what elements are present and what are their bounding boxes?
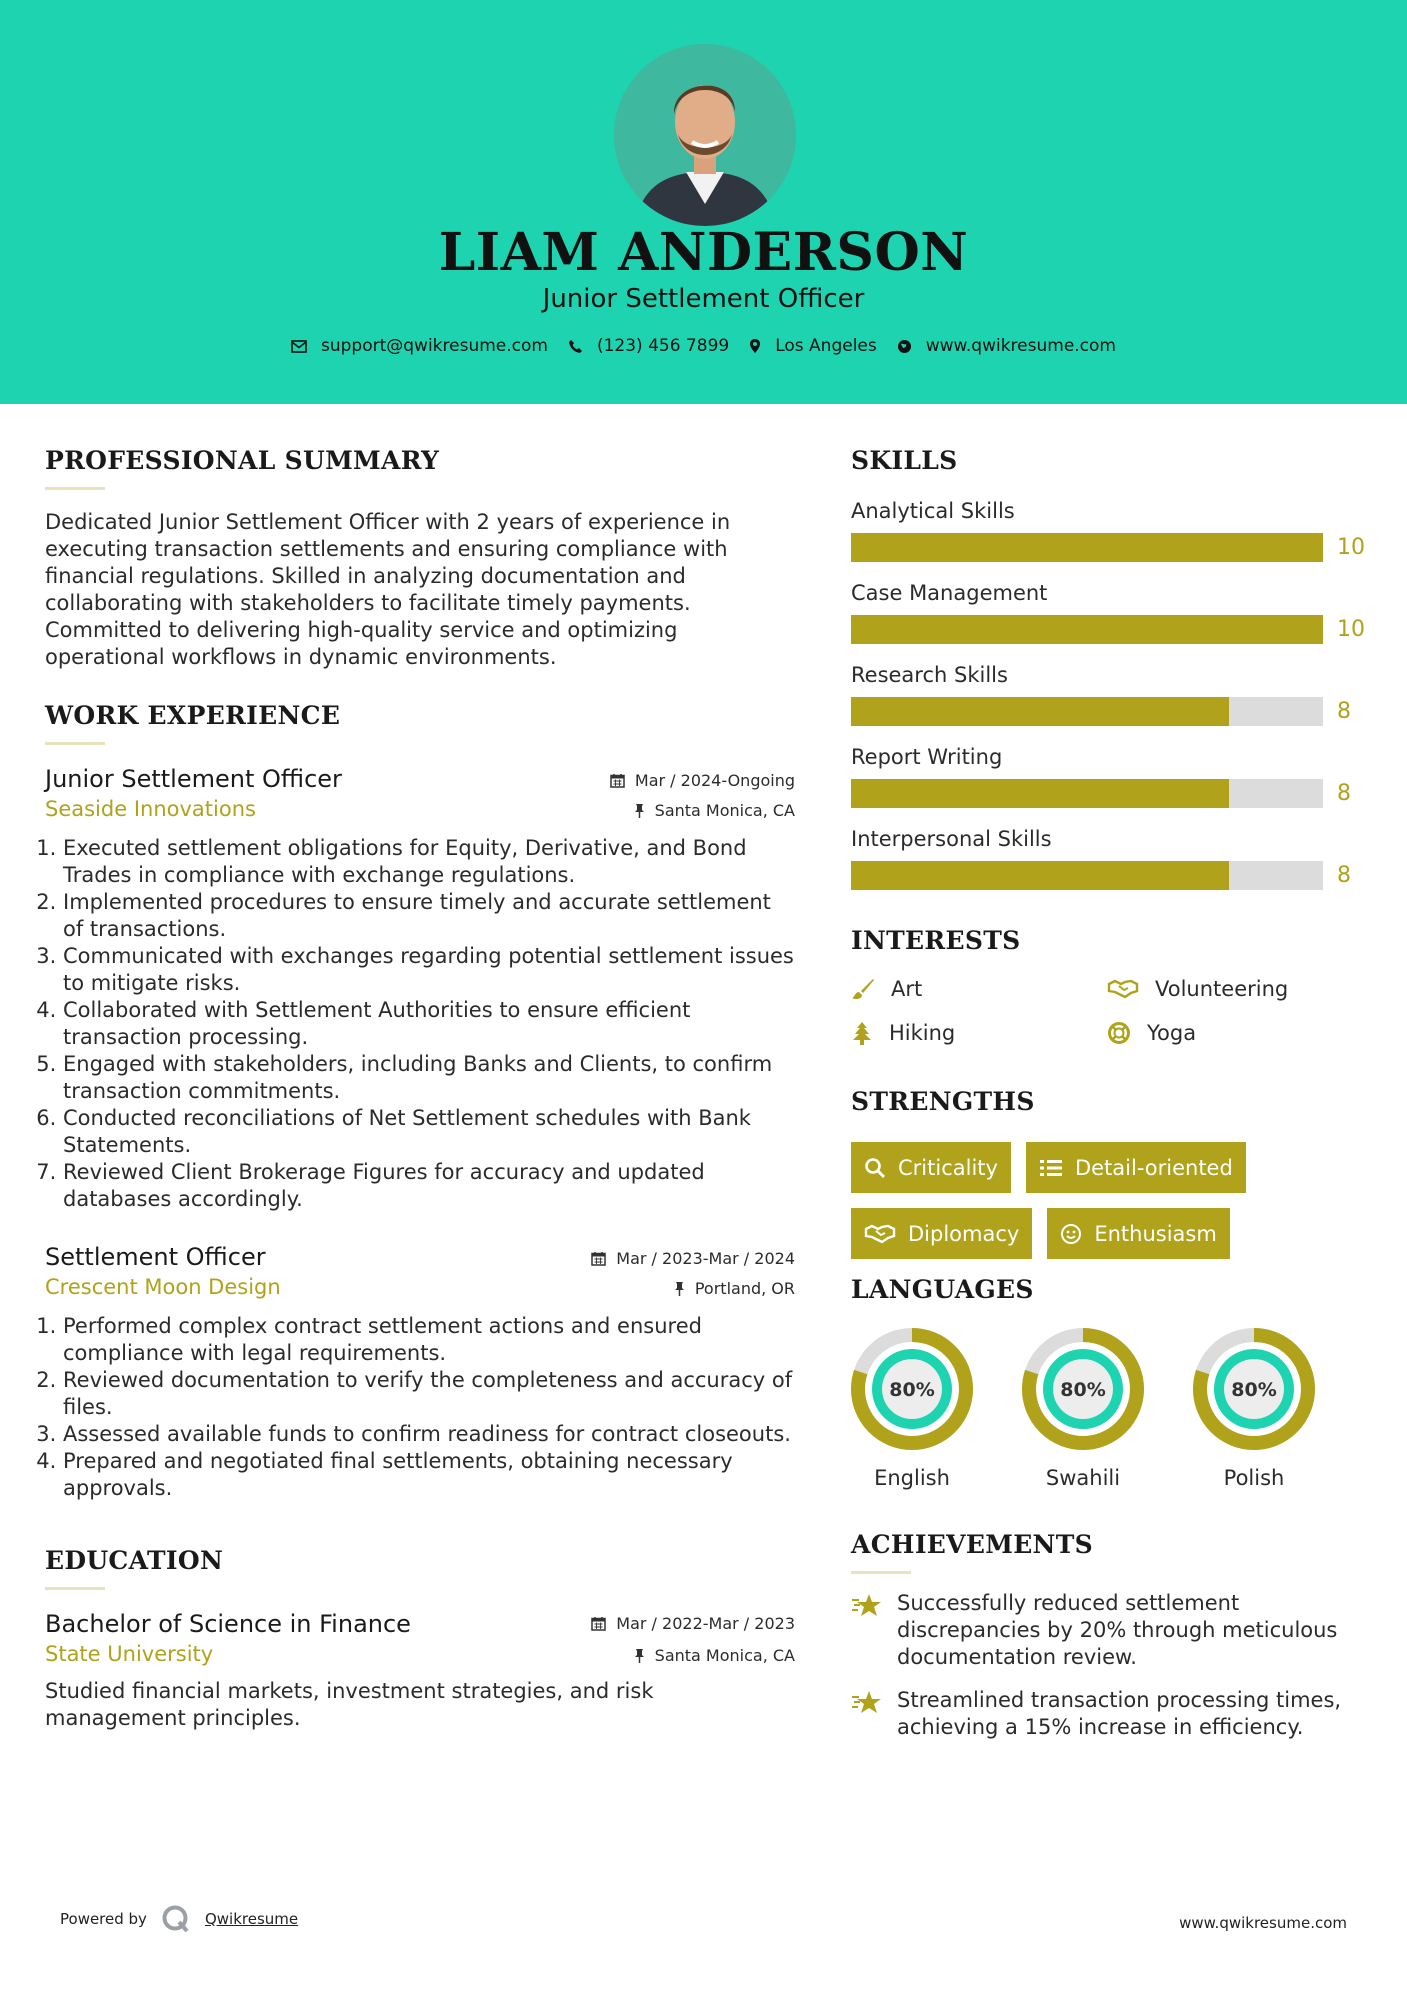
job-title: Settlement Officer (45, 1243, 266, 1271)
contact-bar (0, 336, 1407, 356)
list-item: 3. Assessed available funds to confirm readiness for contract closeouts. (63, 1421, 795, 1448)
interest-label: Hiking (889, 1021, 956, 1045)
list-item: 5. Engaged with stakeholders, including Banks and Clients, to confirm transaction commitments. (63, 1051, 795, 1105)
language-item (1022, 1328, 1144, 1490)
list-item: 6. Conducted reconciliations of Net Settlement schedules with Bank Statements. (63, 1105, 795, 1159)
language-item (851, 1328, 973, 1490)
strength-tag (1026, 1142, 1246, 1193)
school-name: State University (45, 1642, 214, 1666)
footer (0, 1890, 1407, 1940)
achievements-heading: ACHIEVEMENTS (851, 1530, 1093, 1559)
strengths-section (851, 1087, 1371, 1259)
strength-label: Detail-oriented (1074, 1155, 1233, 1180)
right-column (851, 446, 1371, 1741)
candidate-name: LIAM ANDERSON (438, 222, 969, 283)
skill-item (851, 745, 1371, 808)
strength-tag (1047, 1208, 1229, 1259)
achievement-text: Successfully reduced settlement discrepancies by 20% through meticulous documentation review. (897, 1591, 1338, 1669)
phone-text: (123) 456 7899 (596, 336, 730, 356)
contact-website[interactable] (897, 336, 1116, 356)
education-location: Santa Monica, CA (654, 1646, 795, 1665)
list-item: 7. Reviewed Client Brokerage Figures for accuracy and updated databases accordingly. (63, 1159, 795, 1213)
skill-name: Research Skills (851, 663, 1008, 687)
footer-url[interactable]: www.qwikresume.com (1179, 1914, 1347, 1932)
education-section (45, 1546, 795, 1732)
brand-link[interactable]: Qwikresume (204, 1910, 299, 1928)
smile-icon (1060, 1223, 1082, 1245)
interest-item (1107, 977, 1363, 1001)
calendar-icon (591, 1251, 606, 1266)
achievement-item (851, 1687, 1371, 1741)
company-name: Crescent Moon Design (45, 1275, 281, 1299)
list-item: 4. Collaborated with Settlement Authorities to ensure efficient transaction processing. (63, 997, 795, 1051)
strength-label: Criticality (898, 1155, 998, 1180)
strengths-heading: STRENGTHS (851, 1087, 1035, 1116)
skill-value: 10 (1337, 617, 1365, 642)
contact-phone[interactable] (568, 336, 729, 356)
experience-section (45, 701, 795, 1502)
interest-label: Yoga (1147, 1021, 1197, 1045)
language-percent: 80% (889, 1379, 935, 1401)
search-icon (864, 1157, 886, 1179)
handshake-icon (864, 1223, 896, 1245)
envelope-icon (291, 340, 307, 353)
experience-heading: WORK EXPERIENCE (45, 701, 341, 730)
tree-icon (851, 1021, 873, 1045)
list-item: 4. Prepared and negotiated final settlements, obtaining necessary approvals. (63, 1448, 795, 1502)
skill-item (851, 581, 1371, 644)
skill-bar-fill (851, 779, 1229, 808)
interest-item (1107, 1021, 1363, 1045)
heading-divider (851, 1571, 911, 1574)
lifering-icon (1107, 1021, 1131, 1045)
education-description: Studied financial markets, investment strategies, and risk management principles. (45, 1679, 654, 1730)
heading-divider (45, 742, 105, 745)
list-item: 2. Implemented procedures to ensure timely and accurate settlement of transactions. (63, 889, 795, 943)
job-entry (45, 1243, 795, 1502)
heading-divider (45, 1587, 105, 1590)
powered-by (60, 1904, 298, 1934)
language-ring (1022, 1328, 1144, 1450)
heading-divider (45, 487, 105, 490)
strength-tag (851, 1142, 1011, 1193)
skill-value: 8 (1337, 781, 1351, 806)
interest-label: Art (891, 977, 923, 1001)
list-item: 2. Reviewed documentation to verify the completeness and accuracy of files. (63, 1367, 795, 1421)
star-icon (851, 1592, 883, 1618)
contact-email[interactable] (291, 336, 548, 356)
skill-bar (851, 615, 1323, 644)
interests-section (851, 926, 1371, 1045)
candidate-title: Junior Settlement Officer (542, 284, 865, 314)
skill-value: 8 (1337, 863, 1351, 888)
skill-item (851, 827, 1371, 890)
interest-item (851, 977, 1107, 1001)
skills-section (851, 446, 1371, 890)
languages-heading: LANGUAGES (851, 1275, 1034, 1304)
email-text: support@qwikresume.com (321, 336, 548, 356)
strength-tag (851, 1208, 1032, 1259)
qwikresume-logo-icon (161, 1904, 191, 1934)
skill-name: Interpersonal Skills (851, 827, 1052, 851)
interests-heading: INTERESTS (851, 926, 1021, 955)
skill-bar (851, 533, 1323, 562)
website-text: www.qwikresume.com (925, 336, 1116, 356)
pushpin-icon (674, 1281, 685, 1296)
duty-list (45, 1313, 795, 1502)
resume-header (0, 0, 1407, 404)
language-ring (1193, 1328, 1315, 1450)
handshake-icon (1107, 978, 1139, 1000)
skill-name: Analytical Skills (851, 499, 1015, 523)
achievements-section (851, 1530, 1371, 1741)
list-icon (1039, 1158, 1063, 1178)
job-entry (45, 765, 795, 1213)
language-percent: 80% (1060, 1379, 1106, 1401)
skill-bar-fill (851, 697, 1229, 726)
person-avatar-icon (614, 44, 796, 226)
degree-title: Bachelor of Science in Finance (45, 1610, 411, 1638)
strength-label: Diplomacy (908, 1221, 1020, 1246)
star-icon (851, 1689, 883, 1715)
education-dates: Mar / 2022-Mar / 2023 (616, 1614, 795, 1633)
job-location: Portland, OR (694, 1279, 795, 1298)
company-name: Seaside Innovations (45, 797, 256, 821)
summary-text: Dedicated Junior Settlement Officer with 2 years of experience in executing transaction settlements and ensuring compliance with financial regulations. Skilled in analyzing documentation and collaborating with stakeholders to facilitate timely payments. Committed to delivering high-quality service and optimizing operational workflows in dynamic environments. (45, 510, 731, 669)
duty-list (45, 835, 795, 1213)
interest-item (851, 1021, 1107, 1045)
profile-photo (614, 44, 796, 226)
globe-icon (897, 339, 912, 354)
language-ring (851, 1328, 973, 1450)
skill-bar-fill (851, 615, 1323, 644)
skill-name: Case Management (851, 581, 1048, 605)
skill-value: 10 (1337, 535, 1365, 560)
skill-bar-fill (851, 533, 1323, 562)
language-name: English (874, 1466, 950, 1490)
list-item: 1. Performed complex contract settlement actions and ensured compliance with legal requirements. (63, 1313, 795, 1367)
left-column (45, 446, 795, 1732)
language-name: Swahili (1045, 1466, 1121, 1490)
skill-bar (851, 779, 1323, 808)
list-item: 3. Communicated with exchanges regarding potential settlement issues to mitigate risks. (63, 943, 795, 997)
skill-bar-fill (851, 861, 1229, 890)
skills-list (851, 499, 1371, 890)
skill-bar (851, 861, 1323, 890)
language-percent: 80% (1231, 1379, 1277, 1401)
job-dates: Mar / 2023-Mar / 2024 (616, 1249, 795, 1268)
achievement-item (851, 1590, 1371, 1671)
skill-bar (851, 697, 1323, 726)
skill-name: Report Writing (851, 745, 1003, 769)
job-location: Santa Monica, CA (654, 801, 795, 820)
skills-heading: SKILLS (851, 446, 958, 475)
skill-value: 8 (1337, 699, 1351, 724)
strength-label: Enthusiasm (1094, 1221, 1217, 1246)
summary-section (45, 446, 795, 671)
phone-icon (568, 339, 583, 354)
paintbrush-icon (851, 977, 875, 1001)
language-item (1193, 1328, 1315, 1490)
calendar-icon (591, 1616, 606, 1631)
contact-location (749, 336, 877, 356)
map-marker-icon (749, 338, 761, 354)
achievement-text: Streamlined transaction processing times, achieving a 15% increase in efficiency. (897, 1688, 1342, 1739)
education-heading: EDUCATION (45, 1546, 224, 1575)
interest-label: Volunteering (1155, 977, 1289, 1001)
powered-by-label: Powered by (60, 1910, 147, 1928)
pushpin-icon (634, 803, 645, 818)
job-title: Junior Settlement Officer (45, 765, 342, 793)
list-item: 1. Executed settlement obligations for Equity, Derivative, and Bond Trades in compliance with exchange regulations. (63, 835, 795, 889)
pushpin-icon (634, 1648, 645, 1663)
languages-section (851, 1275, 1371, 1490)
job-dates: Mar / 2024-Ongoing (634, 771, 795, 790)
skill-item (851, 499, 1371, 562)
skill-item (851, 663, 1371, 726)
location-text: Los Angeles (775, 336, 877, 356)
summary-heading: PROFESSIONAL SUMMARY (45, 446, 440, 475)
language-name: Polish (1223, 1466, 1285, 1490)
calendar-icon (610, 773, 625, 788)
